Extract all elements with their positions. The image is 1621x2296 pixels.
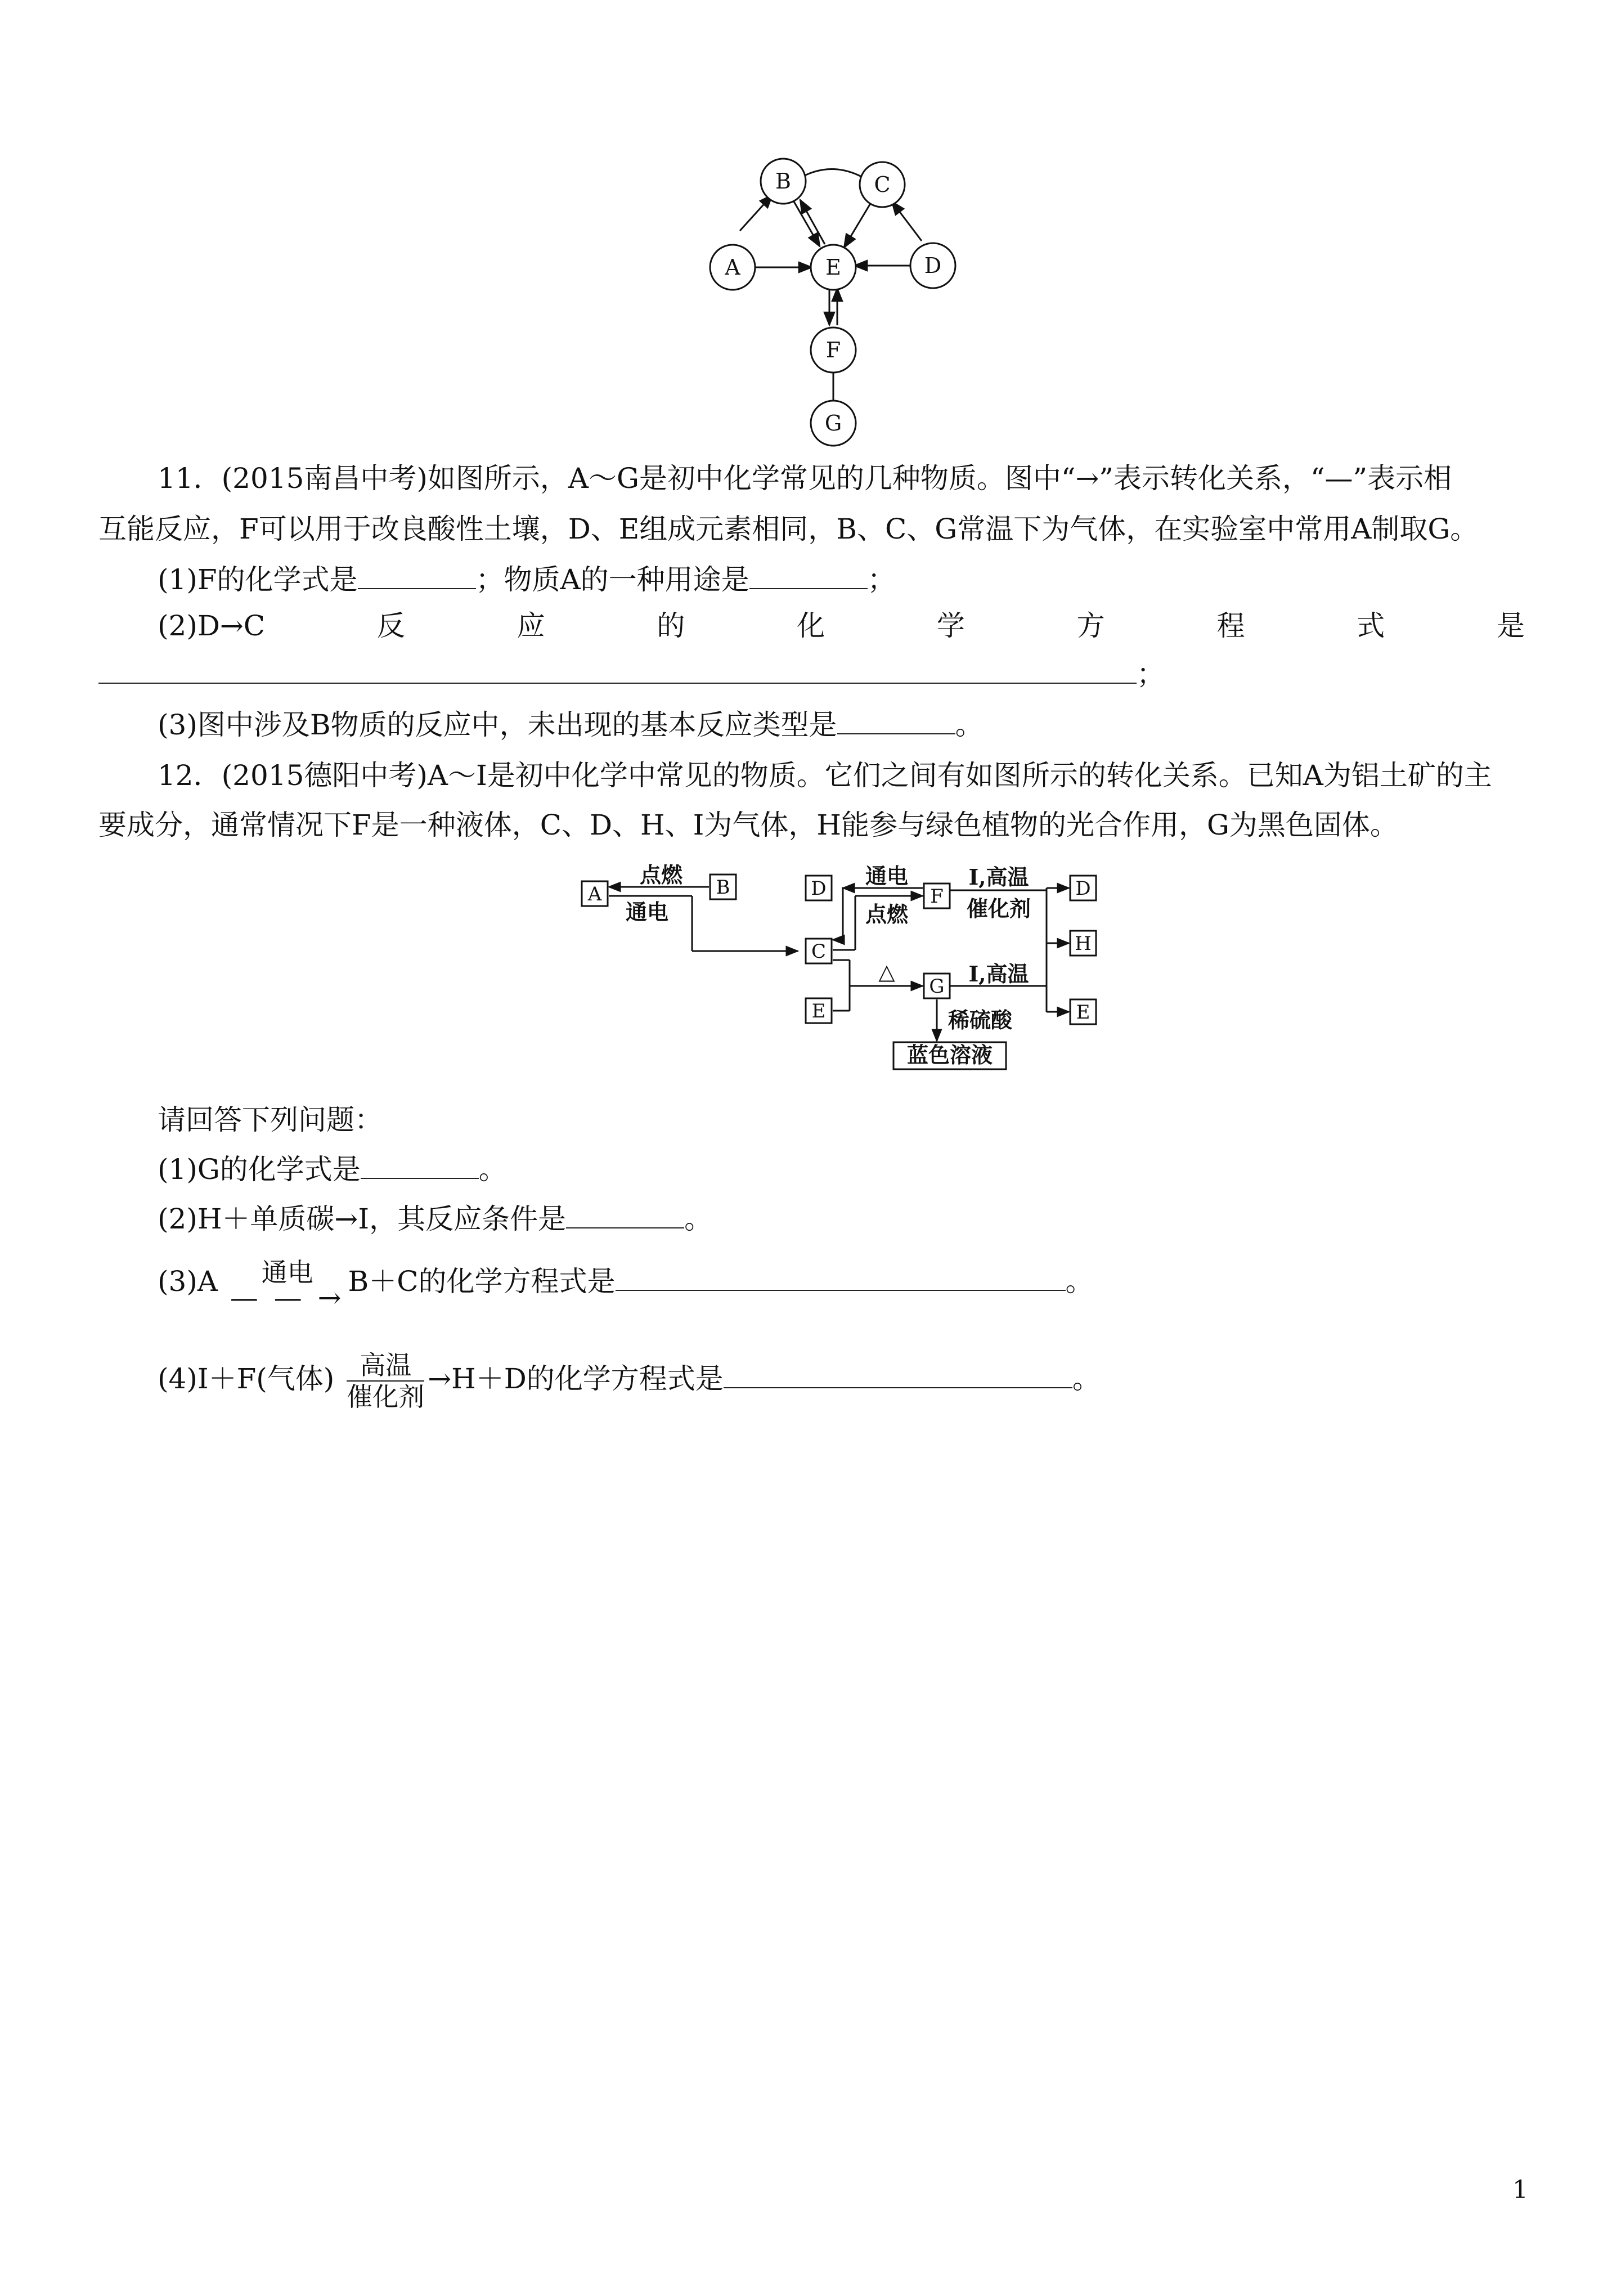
reaction-condition-catalyst: $\frac{\text{高温}}{\text{催化剂}}$	[347, 1350, 425, 1412]
arrow-symbol: →	[428, 1362, 452, 1395]
q12-prompt: 请回答下列问题：	[158, 1104, 383, 1136]
box-a-label: A	[587, 883, 602, 905]
answer-blank[interactable]	[749, 563, 868, 589]
node-f-label: F	[825, 338, 841, 362]
label-delta: △	[878, 959, 895, 984]
label-cond-f: I,高温	[968, 864, 1029, 890]
q11-line2: 互能反应，F可以用于改良酸性土壤，D、E组成元素相同，B、C、G常温下为气体，在实验室中常用A制取G。	[98, 513, 1479, 545]
box-result-label: 蓝色溶液	[906, 1042, 993, 1068]
box-g-label: G	[929, 975, 945, 998]
answer-blank[interactable]	[837, 708, 955, 734]
q11-sub2: (2)D→C 反 应 的 化 学 方 程 式 是	[158, 609, 1525, 642]
q11-sub1: (1)F的化学式是 ；物质A的一种用途是 ；	[158, 563, 896, 596]
diagram-1-network	[698, 146, 990, 461]
answer-blank[interactable]	[361, 1153, 479, 1179]
label-dianran-2: 点燃	[865, 902, 909, 927]
answer-blank[interactable]	[358, 563, 476, 589]
node-b-label: B	[775, 169, 791, 194]
arrow-symbol: →	[1075, 462, 1099, 495]
node-g-label: G	[824, 411, 842, 436]
page-number: 1	[1512, 2176, 1528, 2204]
node-c-label: C	[874, 172, 891, 197]
q11-sub2-answer: ；	[98, 657, 1165, 691]
label-cond-f2: 催化剂	[966, 896, 1031, 921]
diagram-2-flow	[574, 861, 1125, 1080]
box-f-label: F	[930, 885, 944, 908]
box-e1-label: E	[811, 1000, 826, 1023]
label-xiliusuan: 稀硫酸	[948, 1007, 1013, 1033]
box-c-label: C	[811, 940, 827, 963]
q12-line1: 12．(2015德阳中考)A～I是初中化学中常见的物质。它们之间有如图所示的转化关系。已知A为铝土矿的主	[158, 759, 1492, 792]
box-h-label: H	[1075, 932, 1092, 955]
box-b-label: B	[716, 876, 730, 899]
answer-blank[interactable]	[566, 1203, 684, 1228]
answer-blank[interactable]	[98, 658, 1137, 684]
q12-line2: 要成分，通常情况下F是一种液体，C、D、H、I为气体，H能参与绿色植物的光合作用，G为黑色固体。	[98, 809, 1398, 841]
box-e2-label: E	[1076, 1001, 1090, 1024]
answer-blank[interactable]	[616, 1265, 1066, 1291]
label-tongdian-1: 通电	[625, 899, 669, 925]
q12-sub4: (4)I＋F(气体) $\frac{\text{高温}}{\text{催化剂}}$ →H＋D的化学方程式是 。	[158, 1350, 1101, 1412]
reaction-arrow-electrolysis: 通电 — — →	[230, 1257, 345, 1314]
q11-sub3: (3)图中涉及B物质的反应中，未出现的基本反应类型是 。	[158, 708, 984, 741]
box-d1-label: D	[811, 877, 827, 900]
label-dianran-1: 点燃	[639, 862, 683, 887]
box-d2-label: D	[1075, 877, 1091, 900]
label-tongdian-2: 通电	[865, 863, 909, 889]
label-cond-g: I,高温	[968, 961, 1029, 986]
q11-line1: 11．(2015南昌中考)如图所示，A～G是初中化学常见的几种物质。图中“→”表示转化关系，“—”表示相	[158, 462, 1452, 495]
node-d-label: D	[924, 253, 942, 278]
node-e-label: E	[825, 255, 841, 280]
q12-sub1: (1)G的化学式是 。	[158, 1153, 507, 1186]
node-a-label: A	[725, 255, 740, 280]
answer-blank[interactable]	[724, 1362, 1072, 1388]
q12-sub2: (2)H＋单质碳→I，其反应条件是 。	[158, 1203, 713, 1235]
q12-sub3: (3)A 通电 — — → B＋C的化学方程式是 。	[158, 1257, 1094, 1314]
